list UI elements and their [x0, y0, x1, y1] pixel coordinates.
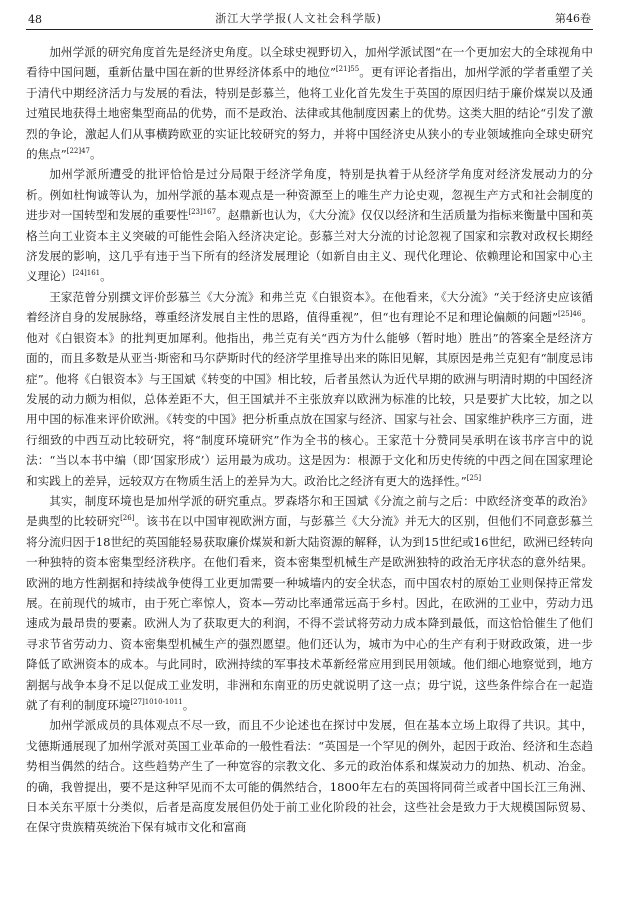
volume-label: 第46卷: [555, 12, 591, 25]
paragraph-text: 加州学派成员的具体观点不尽一致，而且不少论述也在探讨中发展，但在基本立场上取得了共识。其中，戈德斯通展现了加州学派对英国工业革命的一般性看法：“英国是一个罕见的例外，起因于政治、经济和生态趋势相当偶然的结合。这些趋势产生了一种宽容的宗教文化、多元的政治体系和煤炭动力的加热、机动、冶金。的确，我曾提出，要不是这种罕见而不太可能的偶然结合，1800年左右的英国将同荷兰或者中国长江三角洲、日本关东平原十分类似，后者是高度发展但仍处于前工业化阶段的社会，这些社会是致力于大规模国际贸易、在保守贵族精英统治下保有城市文化和富商: [26, 718, 593, 835]
page-number: 48: [28, 13, 42, 26]
body-paragraph: [26, 287, 593, 491]
paragraph-text: 。更有评论者指出，加州学派的学者重塑了关于清代中期经济活力与发展的看法，特别是彭慕兰，他将工业化首先发生于英国的原因归结于廉价煤炭以及通过殖民地获得土地密集型商品的优势，而不是政治、法律或其他制度因素上的优势。这类大胆的结论“引发了激烈的争论，激起人们从事横跨欧亚的实证比较研究的努力，并将中国经济史从狭小的专业领域推向全球史研究的焦点”: [26, 65, 593, 162]
paragraph-text: 。: [90, 147, 102, 162]
body-paragraph: [26, 491, 593, 715]
body-paragraph: [26, 42, 593, 164]
citation-marker: [23]167: [188, 208, 217, 217]
paragraph-text: 加州学派所遭受的批评恰恰是过分局限于经济学角度，特别是执着于从经济学角度对经济发展动力的分析。例如杜恂诚等认为，加州学派的基本观点是一种资源至上的唯生产力论史观，忽视生产方式和社会制度的进步对一国转型和发展的重要性: [26, 167, 593, 223]
article-body: [26, 42, 593, 838]
citation-marker: [27]1010-1011: [130, 698, 183, 707]
journal-title: 浙江大学学报(人文社会科学版): [215, 12, 382, 25]
citation-marker: [21]55: [335, 65, 360, 74]
citation-marker: [25]: [466, 473, 482, 482]
citation-marker: [25]46: [558, 310, 582, 319]
paragraph-text: 。他对《白银资本》的批判更加犀利。他指出，弗兰克有关“西方为什么能够（暂时地）胜出”的答案全是经济方面的，而且多数是从亚当·斯密和马尔萨斯时代的经济学里推导出来的陈旧见解，其原因是弗兰克犯有“制度忌讳症”。他将《白银资本》与王国斌《转变的中国》相比较，后者虽然认为近代早期的欧洲与明清时期的中国经济发展的动力颇为相似，总体差距不大，但王国斌并不主张放弃以欧洲为标准的比较，只是要扩大比较，加之以用中国的标准来评价欧洲。《转变的中国》把分析重点放在国家与经济、国家与社会、国家维护秩序三方面，进行细致的中西互动比较研究，将“制度环境研究”作为全书的核心。王家范十分赞同吴承明在该书序言中的说法：“当以本书中编（即‘国家形成’）运用最为成功。这是因为：根源于文化和历史传统的中西之间在国家理论和实践上的差异，远较双方在物质生活上的差异为大。政治比之经济有更大的选择性。”: [26, 310, 593, 488]
paragraph-text: 其实，制度环境也是加州学派的研究重点。罗森塔尔和王国斌《分流之前与之后：中欧经济变革的政治》是典型的比较研究: [26, 493, 593, 529]
citation-marker: [22]47: [66, 147, 90, 156]
paragraph-text: 加州学派的研究角度首先是经济史角度。以全球史视野切入，加州学派试图“在一个更加宏大的全球视角中看待中国问题，重新估量中国在新的世界经济体系中的地位”: [26, 45, 593, 80]
citation-marker: [24]161: [72, 269, 101, 278]
paragraph-text: 。: [182, 698, 195, 712]
citation-marker: [26]: [120, 514, 135, 523]
paragraph-text: 。赵鼎新也认为，《大分流》仅仅以经济和生活质量为指标来衡量中国和英格兰向工业资本主义突破的可能性会陷入经济决定论。彭慕兰对大分流的讨论忽视了国家和宗教对政权长期经济发展的影响，这几乎有违于当下所有的经济发展理论（如新自由主义、现代化理论、依赖理论和国家中心主义理论）: [26, 208, 593, 284]
body-paragraph: [26, 715, 593, 837]
running-header: [26, 10, 593, 30]
body-paragraph: [26, 164, 593, 286]
paragraph-text: 王家范曾分别撰文评价彭慕兰《大分流》和弗兰克《白银资本》。在他看来，《大分流》“关于经济史应该循着经济自身的发展脉络，尊重经济发展自主性的思路，值得重视”，但“也有理论不足和理论偏颇的问题”: [26, 289, 593, 325]
paragraph-text: 。: [100, 269, 112, 284]
paragraph-text: 。该书在以中国审视欧洲方面，与彭慕兰《大分流》并无大的区别，但他们不同意彭慕兰将分流归因于18世纪的英国能轻易获取廉价煤炭和新大陆资源的解释，认为到15世纪或16世纪，欧洲已经转向一种独特的资本密集型经济秩序。在他们看来，资本密集型机械生产是欧洲独特的政治无序状态的意外结果。欧洲的地方性割据和持续战争使得工业更加需要一种城墙内的安全状态，而中国农村的原始工业则保持正常发展。在前现代的城市，由于死亡率惊人，资本—劳动比率通常远高于乡村。因此，在欧洲的工业中，劳动力迅速成为最昂贵的要素。欧洲人为了获取更大的利润，不得不尝试将劳动力成本降到最低，而这恰恰催生了他们寻求节省劳动力、资本密集型机械生产的强烈愿望。他们还认为，城市为中心的生产有利于财政政策，进一步降低了欧洲资本的成本。与此同时，欧洲持续的军事技术革新经常应用到民用领域。他们细心地察觉到，地方割据与战争本身不足以促成工业发明，非洲和东南亚的历史就说明了这一点；毋宁说，这些条件综合在一起造就了有利的制度环境: [26, 514, 593, 712]
